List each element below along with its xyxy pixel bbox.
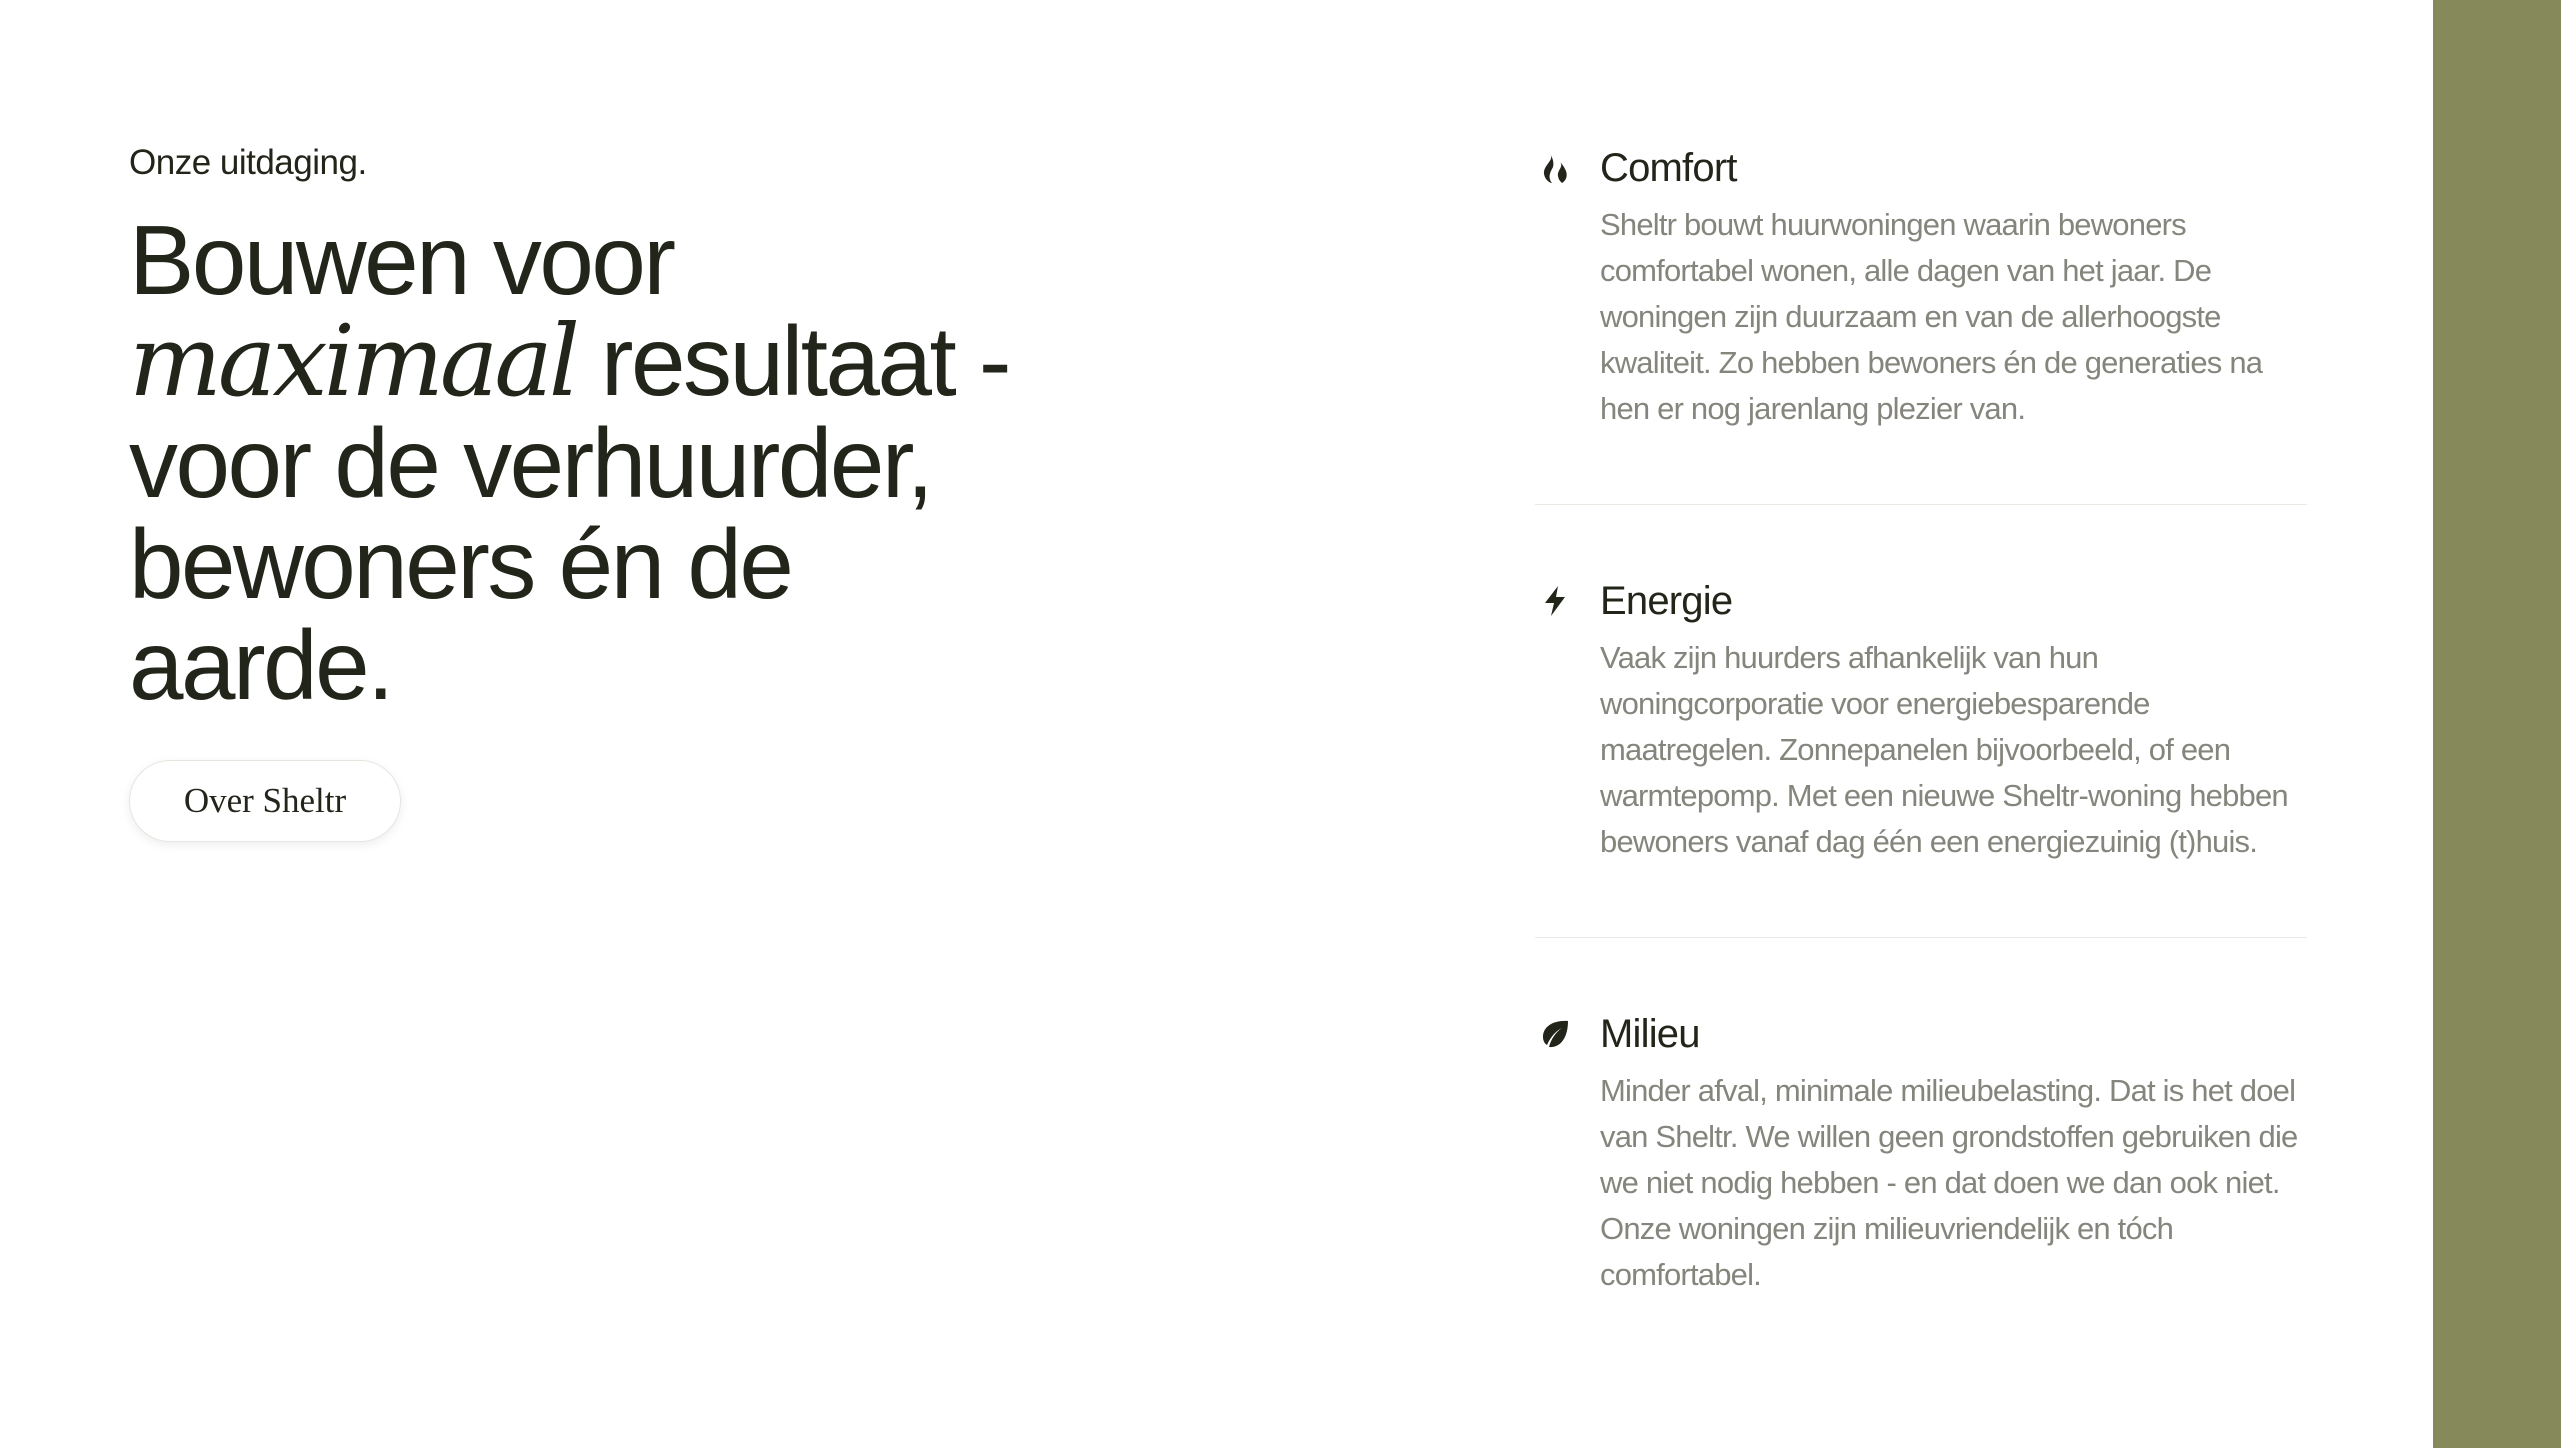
side-panel-accent xyxy=(2433,0,2561,1448)
feature-energie xyxy=(1535,573,2307,865)
lightning-icon xyxy=(1535,581,1575,621)
headline-line-4: bewoners én de xyxy=(129,509,792,619)
headline-accent-word: maximaal xyxy=(129,305,577,419)
feature-title: Comfort xyxy=(1600,146,1737,190)
feature-comfort xyxy=(1535,140,2307,432)
feature-description: Sheltr bouwt huurwoningen waarin bewoners comfortabel wonen, alle dagen van het jaar. De woningen zijn duurzaam en van de allerhoogste kwaliteit. Zo hebben bewoners én de generaties na hen er nog jarenlang plezier van. xyxy=(1600,207,2263,426)
leaf-icon xyxy=(1535,1014,1575,1054)
feature-description: Minder afval, minimale milieubelasting. Dat is het doel van Sheltr. We willen geen grondstoffen gebruiken die we niet nodig hebben - en dat doen we dan ook niet. Onze woningen zijn milieuvriendelijk en tóch comfortabel. xyxy=(1600,1073,2298,1292)
feature-title: Energie xyxy=(1600,579,1733,623)
eyebrow-label: Onze uitdaging. xyxy=(129,143,367,182)
flame-icon xyxy=(1535,148,1575,188)
feature-milieu xyxy=(1535,1006,2307,1298)
headline-line-3: voor de verhuurder, xyxy=(129,408,932,518)
feature-title: Milieu xyxy=(1600,1012,1700,1056)
intro-section xyxy=(129,138,1129,842)
headline-line-5: aarde. xyxy=(129,610,392,720)
headline-part-2: resultaat - xyxy=(576,306,1010,416)
divider xyxy=(1535,504,2307,505)
over-sheltr-button[interactable]: Over Sheltr xyxy=(129,760,401,842)
headline-part-1: Bouwen voor xyxy=(129,205,674,315)
page-headline xyxy=(129,205,1129,720)
divider xyxy=(1535,937,2307,938)
feature-description: Vaak zijn huurders afhankelijk van hun woningcorporatie voor energiebesparende maatregelen. Zonnepanelen bijvoorbeeld, of een warmtepomp. Met een nieuwe Sheltr-woning hebben bewoners vanaf dag één een energiezuinig (t)huis. xyxy=(1600,640,2288,859)
features-list xyxy=(1535,140,2307,1298)
